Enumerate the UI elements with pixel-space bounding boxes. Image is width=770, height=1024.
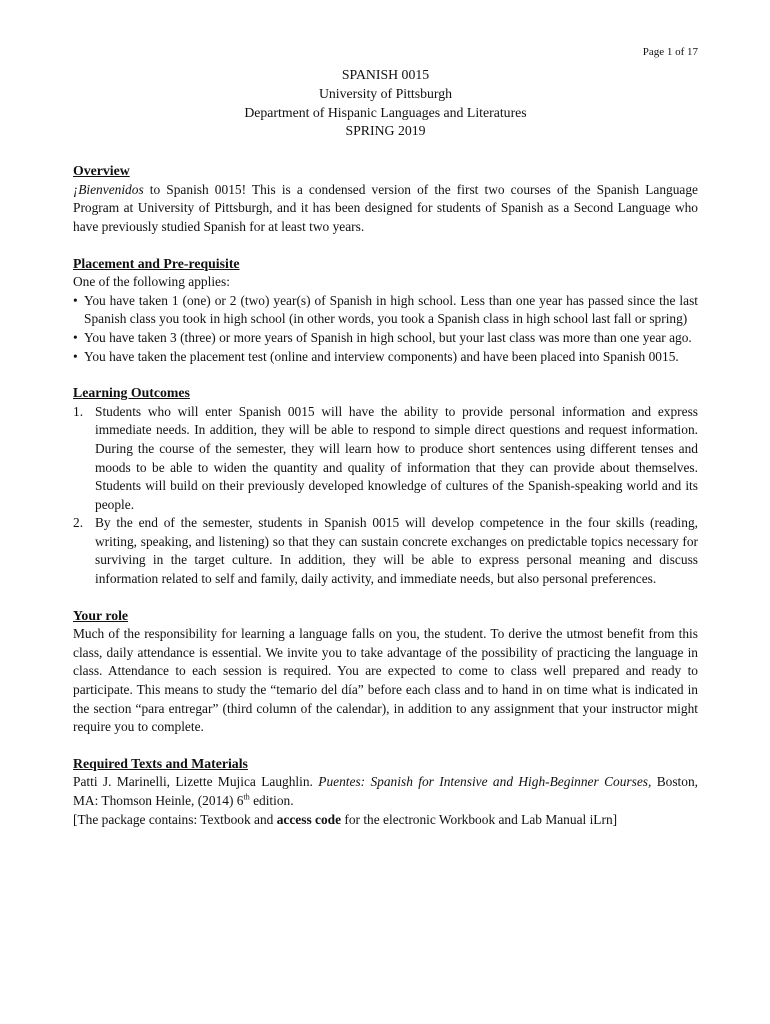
item-number: 2. [73, 515, 84, 531]
authors: Patti J. Marinelli, Lizette Mujica Laughlin. [73, 774, 319, 790]
term: SPRING 2019 [345, 123, 426, 139]
list-item: • You have taken 1 (one) or 2 (two) year(s) of Spanish in high school. Less than one year has passed since the last Spanish class you took in high school (in other words, you took a Spanish class in high school last fall or spring) [73, 292, 698, 329]
welcome-word: ¡Bienvenidos [73, 181, 144, 197]
placement-section [73, 255, 698, 367]
role-text: Much of the responsibility for learning a language falls on you, the student. To derive the utmost benefit from this class, daily attendance is essential. We invite you to take advantage of the possibility of practicing the language in class. Attendance to each session is required. You are expected to come to class well prepared and ready to participate. This means to study the “temario del día” before each class and to hand in on time what is indicated in the section “para entregar” (third column of the calendar), in addition to any assignment that your instructor might require you to complete. [73, 626, 698, 735]
document-body [73, 66, 698, 847]
book-title: Puentes: Spanish for Intensive and High-Beginner Courses, [318, 774, 652, 790]
outcomes-section [73, 384, 698, 589]
overview-text [73, 181, 698, 237]
list-item: • You have taken the placement test (online and interview components) and have been placed into Spanish 0015. [73, 348, 698, 367]
overview-body: to Spanish 0015! This is a condensed version of the first two courses of the Spanish Language Program at University of Pittsburgh, and it has been designed for students of Spanish as a Second Language who have previously studied Spanish for at least two years. [73, 181, 698, 234]
item-text: By the end of the semester, students in Spanish 0015 will develop competence in the four skills (reading, writing, speaking, and listening) so that they can sustain concrete exchanges on predictable topics necessary for surviving in the target culture. In addition, they will be able to express personal meaning and discuss information related to self and family, daily activity, and immediate needs, but also personal preferences. [95, 515, 698, 587]
role-heading: Your role [73, 607, 129, 623]
edition-suffix: edition. [249, 793, 294, 808]
university-name: University of Pittsburgh [318, 85, 453, 101]
edition-superscript: th [243, 792, 250, 802]
package-note [73, 811, 698, 830]
department-name: Department of Hispanic Languages and Literatures [244, 104, 527, 120]
placement-list [73, 292, 698, 366]
texts-section [73, 755, 698, 829]
package-pre: [The package contains: Textbook and [73, 811, 277, 827]
access-code: access code [276, 811, 342, 827]
package-post: for the electronic Workbook and Lab Manual iLrn] [341, 811, 618, 827]
list-item: • You have taken 3 (three) or more years of Spanish in high school, but your last class was more than one year ago. [73, 329, 698, 348]
placement-heading: Placement and Pre-requisite [73, 255, 240, 271]
document-header [73, 66, 698, 141]
item-number: 1. [73, 403, 84, 419]
outcomes-heading: Learning Outcomes [73, 385, 190, 401]
item-text: Students who will enter Spanish 0015 will have the ability to provide personal information and express immediate needs. In addition, they will be able to respond to simple direct questions and request information. During the course of the semester, they will learn how to produce short sentences using different tenses and moods to be able to widen the quantity and quality of information that they can provide about themselves. Students will build on their previously developed knowledge of cultures of the Spanish-speaking world and its people. [95, 403, 698, 512]
outcomes-list [73, 403, 698, 589]
list-item [73, 514, 698, 588]
overview-section [73, 162, 698, 236]
overview-heading: Overview [73, 163, 130, 179]
textbook-citation [73, 773, 698, 810]
role-section [73, 607, 698, 737]
course-title: SPANISH 0015 [341, 67, 430, 82]
publisher: Boston, MA: Thomson Heinle, (2014) 6 [73, 774, 698, 808]
texts-heading: Required Texts and Materials [73, 755, 248, 771]
placement-intro: One of the following applies: [73, 274, 230, 290]
page-number: Page 1 of 17 [642, 46, 698, 58]
list-item [73, 403, 698, 515]
